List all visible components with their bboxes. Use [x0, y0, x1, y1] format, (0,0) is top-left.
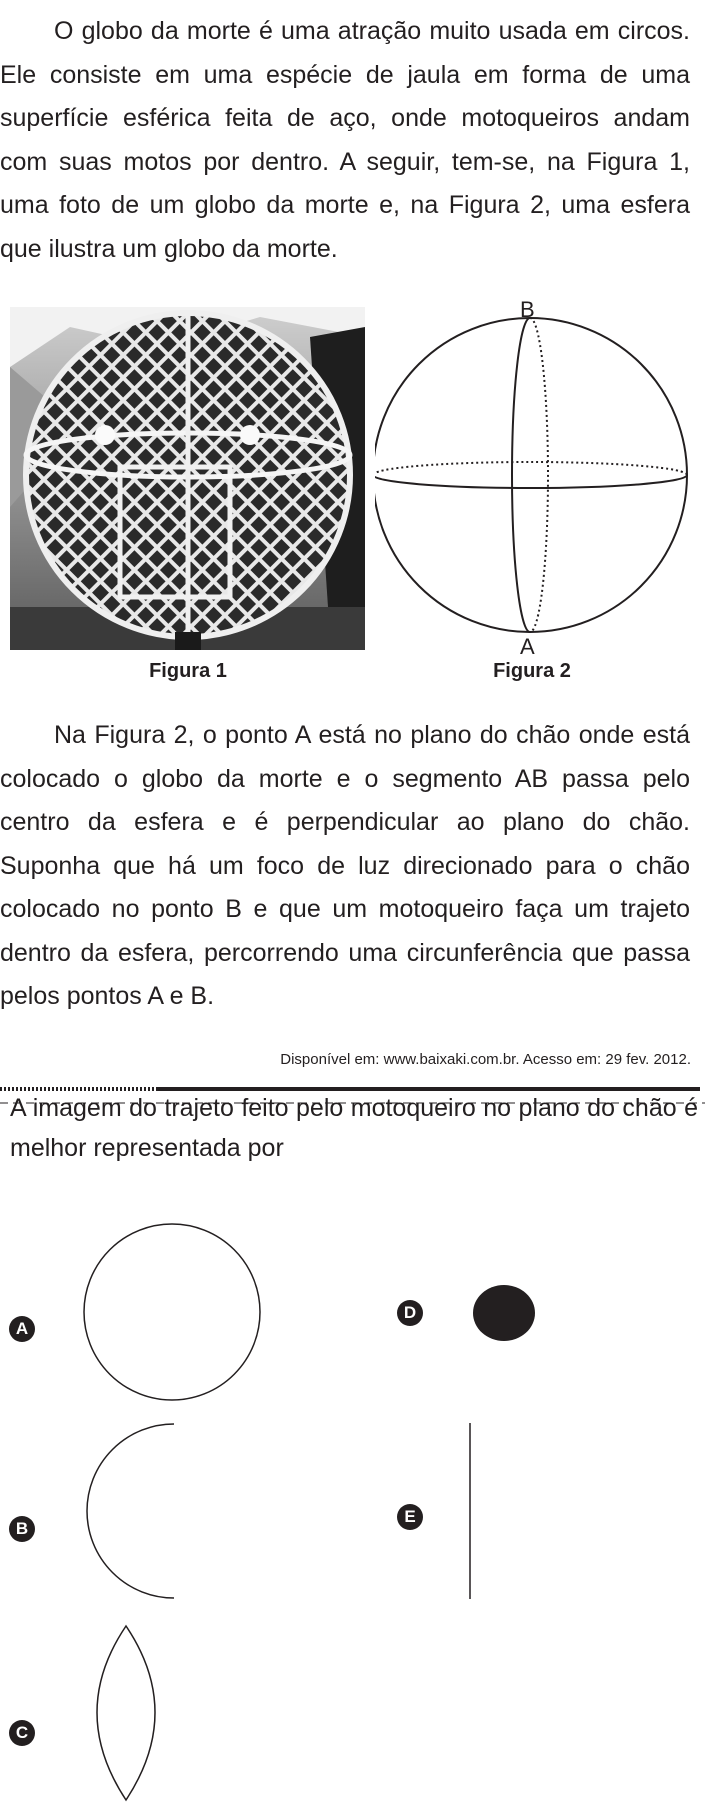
body-paragraph: Na Figura 2, o ponto A está no plano do chão onde está colocado o globo da morte e o segmento AB passa pelo centro da esfera e é perpendicular ao plano do chão. Suponha que há um foco de luz direcionado para o chão colocado no ponto B e que um motoqueiro faça um trajeto dentro da esfera, percorrendo uma circunferência que passa pelos pontos A e B.: [0, 721, 690, 1010]
option-a-circle[interactable]: [80, 1220, 265, 1405]
equator-back: [375, 462, 687, 475]
question-stem: A imagem do trajeto feito pelo motoqueiro no plano do chão é melhor representada por: [10, 1094, 698, 1162]
figure-2-label: Figura 2: [493, 660, 571, 682]
option-c-lens[interactable]: [80, 1624, 180, 1804]
option-a-letter[interactable]: A: [9, 1316, 35, 1342]
option-e-letter[interactable]: E: [397, 1504, 423, 1530]
option-d-filled-ellipse[interactable]: [470, 1282, 540, 1344]
point-a-label: A: [520, 634, 535, 659]
sphere-outline: [375, 318, 687, 632]
source-citation: Disponível em: www.baixaki.com.br. Acesso em: 29 fev. 2012.: [280, 1051, 691, 1068]
intro-paragraph: O globo da morte é uma atração muito usada em circos. Ele consiste em uma espécie de jaula em forma de uma superfície esférica feita de aço, onde motoqueiros andam com suas motos por dentro. A seguir, tem-se, na Figura 1, uma foto de um globo da morte e, na Figura 2, uma esfera que ilustra um globo da morte.: [0, 17, 690, 263]
figure-2-sphere-diagram: [375, 300, 695, 660]
option-b-letter[interactable]: B: [9, 1516, 35, 1542]
meridian-front: [512, 318, 530, 632]
figure-1-photo: [10, 307, 365, 650]
option-e-vertical-line[interactable]: [465, 1422, 475, 1602]
equator-front: [375, 475, 687, 488]
figure-1-label: Figura 1: [149, 660, 227, 682]
option-c-letter[interactable]: C: [9, 1720, 35, 1746]
option-d-letter[interactable]: D: [397, 1300, 423, 1326]
option-b-semicircle[interactable]: [80, 1422, 180, 1602]
point-b-label: B: [520, 300, 535, 322]
meridian-back: [530, 318, 548, 632]
